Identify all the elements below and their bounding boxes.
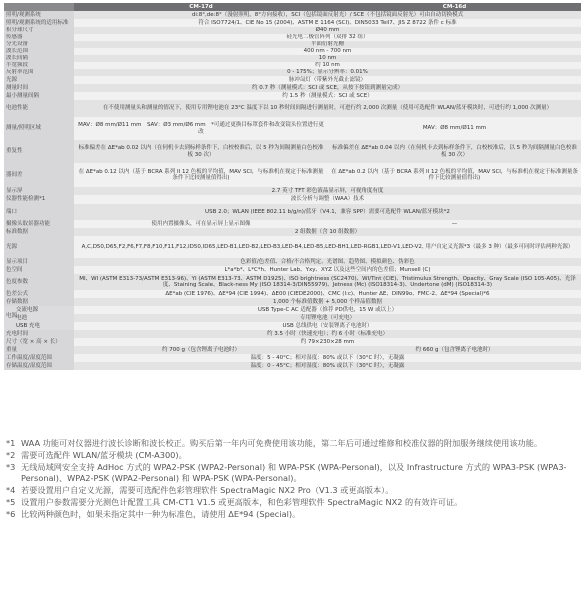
row-value: 约 79×230×28 mm — [74, 338, 581, 346]
table-row — [4, 69, 581, 76]
row-value-cm17d: 使用内置摄像头，可在显示屏上显示图像 — [74, 220, 328, 228]
row-value: 在不使用测量头和测量的情况下，使用专用锂电池在 23°C 温度下以 10 秒时间间隔进行测量时，可进行约 2,000 次测量（使用可选配件 WLAN/蓝牙模块时，可进行约 1,000 次测量） — [74, 100, 581, 117]
table-row — [4, 100, 581, 117]
row-label: 半宽频段 — [4, 62, 74, 69]
table-row — [4, 163, 581, 187]
row-label: 波长间隔 — [4, 55, 74, 62]
row-value-cm16d: 约 660 g（包含锂离子电池时） — [328, 346, 581, 354]
table-row — [4, 117, 581, 140]
row-value-cm16d: — — [328, 220, 581, 228]
table-row — [4, 11, 581, 19]
row-label: USB 充电 — [4, 322, 74, 330]
table-row — [4, 362, 581, 370]
table-row — [4, 195, 581, 204]
table-row — [4, 346, 581, 354]
row-label: 反射率范围 — [4, 69, 74, 76]
row-label: 色度参数 — [4, 274, 74, 290]
footnote — [6, 462, 578, 483]
row-value: 约 3.5 小时（快速充电）；约 6 小时（标准充电） — [74, 330, 581, 338]
row-value: USB 2.0；WLAN (IEEE 802.11 b/g/n)/蓝牙（V4.1，兼容 SPP）需要可选配件 WLAN/蓝牙模块*2 — [74, 204, 581, 220]
footnote-text: 需要可选配件 WLAN/蓝牙模块 (CM-A300)。 — [21, 450, 187, 460]
row-label: 端口 — [4, 204, 74, 220]
table-row — [4, 322, 581, 330]
table-row — [4, 298, 581, 306]
footnote — [6, 497, 578, 508]
row-label: 分光设备 — [4, 41, 74, 48]
row-value: 温度：5 - 40°C；相对湿度：80% 或以下（30°C 时），无凝露 — [74, 354, 581, 362]
row-value: 2 组数据（含 10 组数据） — [74, 228, 581, 236]
row-value-cm17d: 在 ΔE*ab 0.12 以内（基于 BCRA 系列 II 12 色板的平均值，MAV SCI，与标准机在视定于标准测量条件下比较测量值得出) — [74, 163, 328, 187]
row-label: 显示项目 — [4, 258, 74, 266]
footnote-text: 设置用户参数需要分光测色计配置工具 CM-CT1 V1.5 或更高版本，和色彩管理软件 SpectraMagic NX2 的有效许可证。 — [21, 496, 463, 507]
row-label: 光源 — [4, 236, 74, 258]
row-label: 重量 — [4, 346, 74, 354]
row-value: 色彩值/色差值、合格/不合格判定、光谱图、趋势图、模拟颜色、伪彩色 — [74, 258, 581, 266]
footnote — [6, 450, 578, 461]
row-label: 照明/观测系统 — [4, 11, 74, 19]
row-value: 约 1.5 秒（测量模式：SCI 或 SCE） — [74, 92, 581, 100]
row-label: 传感器 — [4, 34, 74, 41]
row-label: 最小测量间隔 — [4, 92, 74, 100]
row-label: 尺寸（宽 × 高 × 长） — [4, 338, 74, 346]
table-row — [4, 41, 581, 48]
row-label: 存储数据 — [4, 298, 74, 306]
row-label: 色空间 — [4, 266, 74, 274]
table-row — [4, 330, 581, 338]
table-row — [4, 140, 581, 163]
footnote-text: 若要设置用户自定义光源，需要可选配件色彩管理软件 SpectraMagic NX2 Pro（V1.3 或更高版本）。 — [21, 484, 394, 495]
row-value: USB 总线供电（安装锂离子电池时） — [74, 322, 581, 330]
row-value: 约 10 nm — [74, 62, 581, 69]
footnotes — [6, 438, 578, 521]
header-blank — [4, 3, 74, 11]
row-value: 400 nm - 700 nm — [74, 48, 581, 55]
footnote-text: 无线局域网安全支持 AdHoc 方式的 WPA2-PSK (WPA2-Personal) 和 WPA-PSK (WPA-Personal)，以及 Infrastructure 方式的 WPA3-PSK (WPA3-Personal)、WPA2-PSK (WPA2-Personal) 和 WPA-PSK (WPA-Personal)。 — [21, 462, 567, 483]
table-row — [4, 338, 581, 346]
footnote-text: 比较两种颜色时，如果未指定其中一种为标准色，请使用 ΔE*94 (Special)。 — [21, 508, 301, 519]
footnote-mark: *3 — [6, 462, 16, 472]
row-label: 标准数据 — [4, 228, 74, 236]
table-row — [4, 76, 581, 84]
row-value-cm16d: 在 ΔE*ab 0.2 以内（基于 BCRA 系列 II 12 色板的平均值，MAV SCI，与标准机在视定于标准测量条件下比较测量值得出) — [328, 163, 581, 187]
table-header — [4, 3, 581, 11]
row-value: 约 0.7 秒（测量模式：SCI 或 SCE，从按下按钮到测量完成） — [74, 84, 581, 92]
footnote — [6, 509, 578, 520]
row-label: 波长范围 — [4, 48, 74, 55]
row-label: 测量/照明区域 — [4, 117, 74, 140]
row-label: 显示屏 — [4, 187, 74, 195]
row-value: 0 - 175%；显示分辨率：0.01% — [74, 69, 581, 76]
row-label: 照明/观测系统的适用标准 — [4, 19, 74, 27]
row-value: 专用锂电池（可充电） — [74, 314, 581, 322]
table-row — [4, 258, 581, 266]
row-value-cm17d: 标准偏差在 ΔE*ab 0.02 以内（在伺机卡去到标样条件下，白校校准后，以 5 秒为间隔测量白色校准板 30 次） — [74, 140, 328, 163]
row-value-cm17d: MAV：Ø8 mm/Ø11 mm SAV：Ø3 mm/Ø6 mm *可通过更换目标罩套件和改变镜头位置进行更改 — [74, 117, 328, 140]
row-value: 温度：0 - 45°C；相对湿度：80% 或以下（30°C 时），无凝露 — [74, 362, 581, 370]
table-row — [4, 27, 581, 34]
row-value: 脉冲氙灯（带紫外光截止滤镜） — [74, 76, 581, 84]
row-label: 存储温度/湿度范围 — [4, 362, 74, 370]
row-value: L*a*b*、L*C*h、Hunter Lab、Yxy、XYZ 以及这些空间内的色差值；Munsell (C) — [74, 266, 581, 274]
row-value: 波长分析与调整（WAA）技术 — [74, 195, 581, 204]
footnote-mark: *1 — [6, 438, 16, 448]
row-value: 平面衍射光栅 — [74, 41, 581, 48]
table-row — [4, 34, 581, 41]
table-row — [4, 55, 581, 62]
row-value-cm16d: MAV：Ø8 mm/Ø11 mm — [328, 117, 581, 140]
row-label: 工作温度/湿度范围 — [4, 354, 74, 362]
row-value: A,C,D50,D65,F2,F6,F7,F8,F10,F11,F12,ID50,ID65,LED-B1,LED-B2,LED-B3,LED-B4,LED-B5,LED-BH1,LED-RGB1,LED-V1,LED-V2, 用户自定义光源*3（最多 3 种）（最多可同时评估两种光源） — [74, 236, 581, 258]
row-label: 电池 — [4, 314, 74, 322]
row-label: 光源 — [4, 76, 74, 84]
table-row — [4, 354, 581, 362]
row-value: 硅光电二极管阵列（双排 32 组） — [74, 34, 581, 41]
table-row — [4, 48, 581, 55]
power-group-label: 电源 — [6, 312, 18, 319]
row-label: 积分球尺寸 — [4, 27, 74, 34]
row-value: 1,000 个标准值数据 + 5,000 个样品值数据 — [74, 298, 581, 306]
row-value: di:8°,de:8°（漫射照明，8°方向接收），SCI（包括镜面反射光）/ SCE（不包括镜面反射光）可由自动切换模式 — [74, 11, 581, 19]
table-row — [4, 92, 581, 100]
header-cm17d: CM-17d — [74, 3, 328, 11]
footnote-mark: *2 — [6, 450, 16, 460]
row-value: 符合 ISO7724/1、CIE No 15 (2004)、ASTM E 1164 (SCI)、DIN5033 Teil7、JIS Z 8722 条件 c 标准 — [74, 19, 581, 27]
table-row — [4, 228, 581, 236]
table-row — [4, 220, 581, 228]
footnote-mark: *6 — [6, 508, 16, 519]
spec-table — [4, 3, 581, 370]
footnote-mark: *5 — [6, 496, 16, 507]
footnote-mark: *4 — [6, 484, 16, 495]
row-value-cm17d: 约 700 g（包含锂离子电池时） — [74, 346, 328, 354]
footnote-text: WAA 功能可对仪器进行波长诊断和波长校正。购买后第一年内可免费使用该功能，第二年后可通过维修和校准仪器的附加服务继续使用该功能。 — [21, 438, 543, 448]
table-row — [4, 19, 581, 27]
footnote — [6, 438, 578, 449]
table-row — [4, 236, 581, 258]
row-label: 摄像头取景器功能 — [4, 220, 74, 228]
row-label: 色差公式 — [4, 290, 74, 298]
row-value: ΔE*ab (CIE 1976)、ΔE*94 (CIE 1994)、ΔE00 (CIEDE2000)、CMC (l:c)、Hunter ΔE、DIN99o、FMC-2、ΔE*94 (Special)*6 — [74, 290, 581, 298]
table-row — [4, 290, 581, 298]
row-label: 器间差 — [4, 163, 74, 187]
row-value: 10 nm — [74, 55, 581, 62]
row-label: 充电时间 — [4, 330, 74, 338]
row-label: 电池性能 — [4, 100, 74, 117]
row-value-cm16d: 标准偏差在 ΔE*ab 0.04 以内（在伺机卡去到标样条件下，白校校准后，以 5 秒为间隔测量白色校准板 30 次） — [328, 140, 581, 163]
table-row — [4, 204, 581, 220]
header-cm16d: CM-16d — [328, 3, 581, 11]
row-label: 重复性 — [4, 140, 74, 163]
table-row — [4, 274, 581, 290]
row-value: USB Type-C AC 适配器（推荐 PD供电，15 W 或以上） — [74, 306, 581, 314]
table-row — [4, 62, 581, 69]
row-label: 测量时间 — [4, 84, 74, 92]
table-row — [4, 84, 581, 92]
table-row — [4, 314, 581, 322]
row-value: 2.7 英寸 TFT 彩色液晶显示屏，可视角度有度 — [74, 187, 581, 195]
row-label: 仪器性能检测*1 — [4, 195, 74, 204]
table-row — [4, 306, 581, 314]
row-label: 电源 交流电源 — [4, 306, 74, 314]
row-value: Ø40 mm — [74, 27, 581, 34]
footnote — [6, 485, 578, 496]
row-value: MI、WI (ASTM E313-73/ASTM E313-96)、YI (ASTM E313-73、ASTM D1925)、ISO brightness (SC2470)、WI/Tint (CIE)、Tristimulus Strength、Opacity、Gray Scale (ISO 105-A05)、光泽度、Staining Scale、Black-ness My (ISO 18314-3/DIN55979)、Jetness (Mc) (ISO18314-3)、Undertone (dM) (ISO18314-3) — [74, 274, 581, 290]
table-row — [4, 187, 581, 195]
table-row — [4, 266, 581, 274]
